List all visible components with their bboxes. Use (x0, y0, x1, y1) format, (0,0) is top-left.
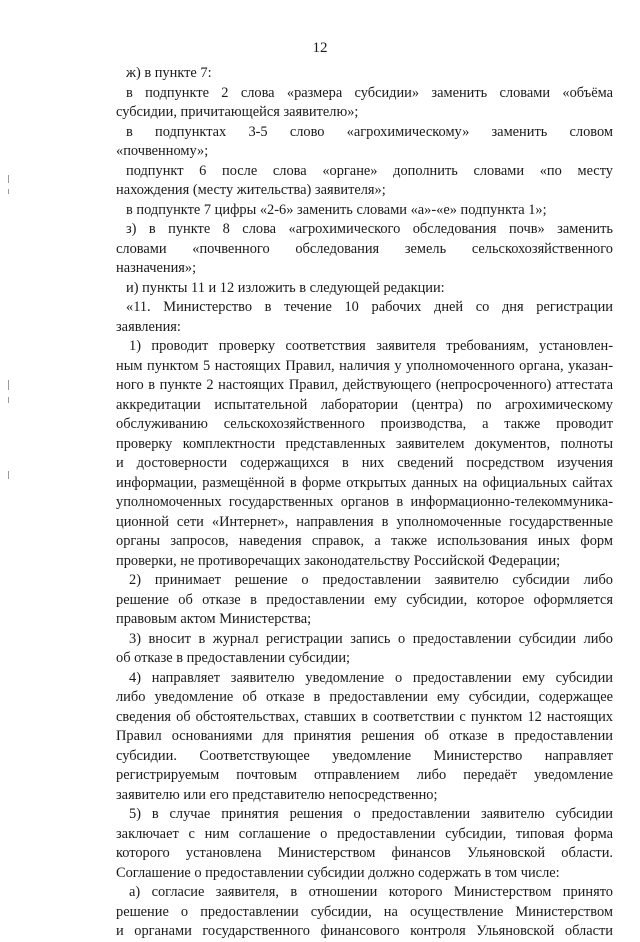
text-line: ж) в пункте 7: (126, 65, 212, 81)
text-line: субсидии, причитающейся заявителю»; (116, 104, 359, 120)
text-line: а) согласие заявителя, в отношении которого Министерством принято (129, 884, 613, 900)
text-line: 4) направляет заявителю уведомление о предоставлении ему субсидии (129, 669, 613, 686)
text-line: и достоверности содержащихся в них сведений посредством изучения (116, 455, 613, 471)
text-line: Правил основаниями для принятия решения об отказе в предоставлении (116, 728, 613, 744)
text-line: уполномоченных государственных органов в информационно-телекоммуника- (116, 494, 613, 510)
text-line: правовым актом Министерства; (116, 611, 312, 627)
text-line: 3) вносит в журнал регистрации запись о предоставлении субсидии либо (129, 630, 613, 647)
text-line: в подпункте 2 слова «размера субсидии» заменить словами «объёма (126, 84, 613, 101)
text-line: в подпунктах 3-5 слово «агрохимическому» заменить словом (126, 123, 613, 140)
text-line: назначения»; (116, 260, 197, 276)
text-line: обслуживанию сельскохозяйственного производства, а также проводит (116, 416, 613, 432)
text-line: и органами государственного финансового контроля Ульяновской области (116, 923, 613, 939)
text-line: решение о предоставлении субсидии, на осуществление Министерством (116, 903, 613, 920)
text-line: органы запросов, наведения справок, а также использования иных форм (116, 533, 613, 549)
text-line: информации, размещённой в форме открытых данных на официальных сайтах (116, 474, 613, 491)
text-line: и) пункты 11 и 12 изложить в следующей редакции: (126, 279, 445, 296)
text-line: заявления: (116, 318, 181, 335)
text-line: ционной сети «Интернет», направления в уполномоченные государственные (116, 513, 613, 530)
text-line: проверки, не противоречащих законодательству Российской Федерации; (116, 552, 561, 569)
text-line: «11. Министерство в течение 10 рабочих дней со дня регистрации (126, 299, 613, 315)
text-line: ным пунктом 5 настоящих Правил, наличия у уполномоченного органа, указан- (116, 357, 613, 374)
text-line: «почвенному»; (116, 143, 209, 159)
document-body (116, 64, 613, 942)
text-line: в подпункте 7 цифры «2-6» заменить словами «а»-«е» подпункта 1»; (126, 201, 547, 218)
text-line: регистрируемым почтовым отправлением либо передаёт уведомление (116, 767, 613, 783)
text-line: субсидии. Соответствующее уведомление Министерство направляет (116, 747, 613, 764)
text-line: аккредитации испытательной лаборатории (центра) по агрохимическому (116, 396, 613, 413)
text-line: 1) проводит проверку соответствия заявителя требованиям, установлен- (129, 338, 613, 354)
text-line: либо уведомление об отказе в предоставлении ему субсидии, содержащее (116, 689, 613, 705)
text-line: з) в пункте 8 слова «агрохимического обследования почв» заменить (126, 221, 613, 237)
text-line: нахождения (месту жительства) заявителя»; (116, 182, 386, 198)
text-line: Соглашение о предоставлении субсидии должно содержать в том числе: (116, 864, 560, 881)
text-line: подпункт 6 после слова «органе» дополнить словами «по месту (126, 162, 613, 179)
text-line: проверку комплектности представленных заявителем документов, полноты (116, 435, 613, 452)
text-line: словами «почвенного обследования земель сельскохозяйственного (116, 240, 613, 257)
text-line: решение об отказе в предоставлении ему субсидии, которое оформляется (116, 591, 613, 608)
text-line: 2) принимает решение о предоставлении заявителю субсидии либо (129, 572, 613, 588)
text-line: которого установлена Министерством финансов Ульяновской области. (116, 845, 613, 861)
text-line: заявителю или его представителю непосредственно; (116, 786, 438, 803)
text-line: ного в пункте 2 настоящих Правил, действующего (непросроченного) аттестата (116, 377, 613, 393)
page-number: 12 (312, 40, 328, 56)
text-line: заключает с ним соглашение о предоставлении субсидии, типовая форма (116, 825, 613, 842)
text-line: сведения об обстоятельствах, ставших в соответствии с пунктом 12 настоящих (116, 708, 613, 725)
text-line: об отказе в предоставлении субсидии; (116, 650, 351, 666)
text-line: 5) в случае принятия решения о предоставлении заявителю субсидии (129, 806, 613, 822)
margin-scan-marks (8, 175, 11, 495)
